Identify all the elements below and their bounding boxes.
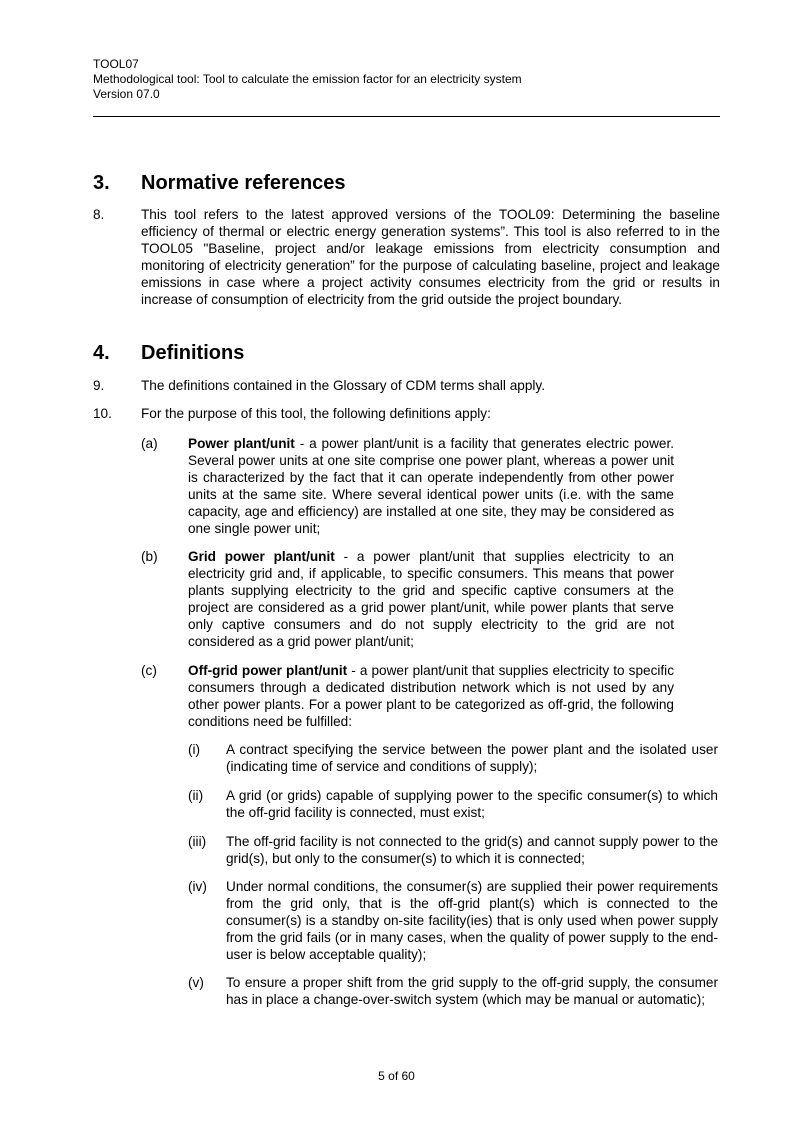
section-3-heading	[93, 171, 720, 195]
page-header	[93, 57, 720, 102]
definition-text: - a power plant/unit is a facility that generates electric power. Several power units at one site comprise one power plant, whereas a power unit is characterized by the fact that it can operate independently from other power units at the same site. Where several identical power units (i.e. with the same capacity, age and efficiency) are installed at one site, they may be considered as one single power unit;	[188, 436, 675, 536]
section-4-number: 4.	[93, 342, 110, 364]
condition-text: A contract specifying the service between the power plant and the isolated user (indicating time of service and conditions of supply);	[226, 742, 718, 774]
definition-item-label: (c)	[141, 663, 157, 678]
condition-text: A grid (or grids) capable of supplying power to the specific consumer(s) to which the off-grid facility is connected, must exist;	[226, 788, 718, 820]
definition-text: - a power plant/unit that supplies electricity to specific consumers through a dedicated distribution network which is not used by any other power plants. For a power plant to be categorized as off-grid, the following conditions need be fulfilled:	[188, 663, 674, 729]
definition-term: Off-grid power plant/unit	[188, 663, 348, 678]
section-3-title: Normative references	[141, 172, 346, 194]
condition-label: (ii)	[188, 788, 204, 803]
definition-item-c	[141, 662, 674, 730]
paragraph-8	[93, 206, 720, 308]
paragraph-8-text: This tool refers to the latest approved versions of the TOOL09: Determining the baseline efficiency of thermal or electric energy generation systems”. This tool is also referred to in the TOOL05 "Baseline, project and/or leakage emissions from electricity consumption and monitoring of electricity generation” for the purpose of calculating baseline, project and leakage emissions in case where a project activity consumes electricity from the grid or results in increase of consumption of electricity from the grid outside the project boundary.	[141, 207, 720, 307]
paragraph-10-text: For the purpose of this tool, the following definitions apply:	[141, 406, 491, 421]
condition-item-ii	[188, 787, 718, 821]
definition-item-a	[141, 435, 674, 537]
header-divider	[93, 116, 720, 117]
paragraph-9-text: The definitions contained in the Glossary of CDM terms shall apply.	[141, 378, 545, 393]
paragraph-8-number: 8.	[93, 207, 105, 222]
condition-item-iv	[188, 878, 718, 963]
paragraph-9-number: 9.	[93, 378, 105, 393]
definition-text: - a power plant/unit that supplies electricity to an electricity grid and, if applicable, to specific consumers. This means that power plants supplying electricity to the grid and specific captive consumers at the project are considered as a grid power plant/unit, while power plants that serve only captive consumers and do not supply electricity to the grid are not considered as a grid power plant/unit;	[188, 549, 674, 649]
header-doc-title: Methodological tool: Tool to calculate the emission factor for an electricity system	[93, 72, 522, 86]
condition-label: (i)	[188, 742, 201, 757]
condition-text: The off-grid facility is not connected to the grid(s) and cannot supply power to the grid(s), but only to the consumer(s) to which it is connected;	[226, 834, 718, 866]
definition-item-label: (b)	[141, 549, 158, 564]
condition-label: (iii)	[188, 834, 207, 849]
section-3-number: 3.	[93, 172, 110, 194]
condition-text: To ensure a proper shift from the grid supply to the off-grid supply, the consumer has in place a change-over-switch system (which may be manual or automatic);	[226, 975, 718, 1007]
definition-term: Grid power plant/unit	[188, 549, 335, 564]
condition-text: Under normal conditions, the consumer(s) are supplied their power requirements from the grid only, that is the off-grid plant(s) which is connected to the consumer(s) is a standby on-site facility(ies) that is only used when power supply from the grid fails (or in many cases, when the quality of power supply to the end-user is below acceptable quality);	[226, 879, 718, 962]
header-doc-code: TOOL07	[93, 57, 139, 71]
paragraph-9	[93, 377, 720, 394]
section-4-heading	[93, 341, 720, 365]
definition-term: Power plant/unit	[188, 436, 295, 451]
paragraph-10	[93, 405, 720, 422]
condition-item-i	[188, 741, 718, 775]
condition-item-v	[188, 974, 718, 1008]
definition-item-b	[141, 548, 674, 650]
condition-item-iii	[188, 833, 718, 867]
condition-label: (v)	[188, 975, 204, 990]
header-doc-version: Version 07.0	[93, 87, 160, 101]
paragraph-10-number: 10.	[93, 406, 112, 421]
definition-item-label: (a)	[141, 436, 158, 451]
section-4-title: Definitions	[141, 342, 245, 364]
condition-label: (iv)	[188, 879, 207, 894]
page-number: 5 of 60	[378, 1069, 415, 1083]
